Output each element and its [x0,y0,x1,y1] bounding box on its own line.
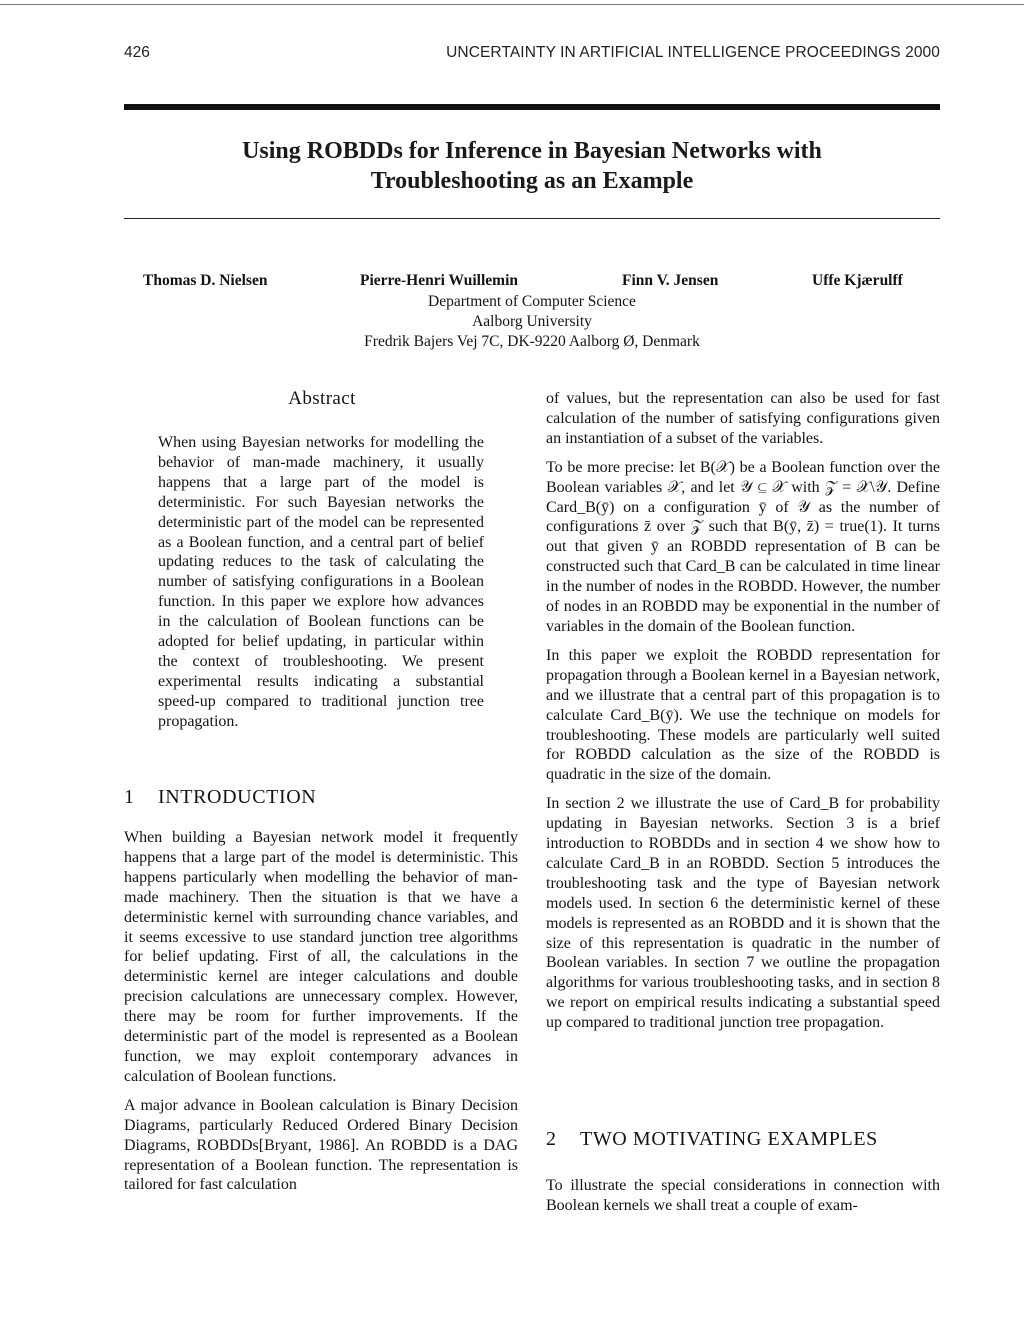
title-bottom-rule [124,218,940,219]
affiliation-department: Department of Computer Science [428,293,636,310]
section-1-body [124,828,518,1195]
section-2-number: 2 [546,1128,557,1150]
affiliation-university: Aalborg University [472,313,592,330]
top-border-rule [0,4,1024,5]
paper-title-line-2: Troubleshooting as an Example [370,168,694,194]
section-2-body [546,1176,940,1216]
section-2-title: TWO MOTIVATING EXAMPLES [580,1128,878,1150]
paper-title-line-1: Using ROBDDs for Inference in Bayesian Networks with [242,138,822,164]
section-2-paragraph-1: To illustrate the special considerations in connection with Boolean kernels we shall treat a couple of exam- [546,1177,940,1214]
section-1-title: INTRODUCTION [158,786,317,808]
journal-title: UNCERTAINTY IN ARTIFICIAL INTELLIGENCE PROCEEDINGS 2000 [446,44,940,61]
section-2-heading [546,1128,878,1151]
right-paragraph-1: To be more precise: let B(𝒳) be a Boolean function over the Boolean variables 𝒳, and let 𝒴 ⊆ 𝒳 with 𝒵 = 𝒳\𝒴. Define Card_B(ȳ) on a configuration ȳ of 𝒴 as the number of configurations z̄ over 𝒵 such that B(ȳ, z̄) = true(1). It turns out that given ȳ an ROBDD representation of B can be constructed such that Card_B can be calculated in time linear in the number of nodes in the ROBDD. However, the number of nodes in an ROBDD may be exponential in the number of variables in the domain of the Boolean function. [546,458,940,635]
author-1: Thomas D. Nielsen [143,272,268,289]
right-paragraph-0: of values, but the representation can also be used for fast calculation of the number of satisfying configurations given an instantiation of a subset of the variables. [546,390,940,447]
author-4: Uffe Kjærulff [812,272,903,289]
section-1-heading [124,786,316,809]
section-1-paragraph-1: When building a Bayesian network model it frequently happens that a large part of the model is deterministic. This happens particularly when modelling the behavior of man-made machinery. Then the situation is that we have a deterministic kernel with surrounding chance variables, and it seems excessive to use standard junction tree algorithms for belief updating. First of all, the calculations in the deterministic kernel are integer calculations and double precision calculations are unnecessary complex. However, there may be room for further improvements. If the deterministic part of the model is represented as a Boolean function, we may exploit contemporary advances in calculation of Boolean functions. [124,829,518,1085]
right-paragraph-3: In section 2 we illustrate the use of Card_B for probability updating in Bayesian networks. Section 3 is a brief introduction to ROBDDs and in section 4 we show how to calculate Card_B in an ROBDD. Section 5 introduces the troubleshooting task and the type of Bayesian network models used. In section 6 the deterministic kernel of these models is represented as an ROBDD and it is shown that the size of this representation is quadratic in the number of Boolean variables. In section 7 we outline the propagation algorithms for various troubleshooting tasks, and in section 8 we report on empirical results indicating a substantial speed up compared to traditional junction tree propagation. [546,795,940,1032]
author-2: Pierre-Henri Wuillemin [360,272,518,289]
paper-title [124,136,940,196]
right-paragraph-2: In this paper we exploit the ROBDD representation for propagation through a Boolean kernel in a Bayesian network, and we illustrate that a central part of this propagation is to calculate Card_B(ȳ). We use the technique on models for troubleshooting. These models are particularly well suited for ROBDD calculation as the size of the ROBDD is quadratic in the size of the domain. [546,646,940,784]
section-1-number: 1 [124,786,135,808]
author-3: Finn V. Jensen [622,272,719,289]
affiliation-address: Fredrik Bajers Vej 7C, DK-9220 Aalborg Ø, Denmark [364,333,700,350]
abstract-heading: Abstract [288,388,356,409]
running-header [124,44,940,68]
abstract-text: When using Bayesian networks for modelling the behavior of man-made machinery, it usually happens that a large part of the model is deterministic. For such Bayesian networks the deterministic part of the model can be represented as a Boolean function, and a central part of belief updating reduces to the task of calculating the number of satisfying configurations in a Boolean function. In this paper we explore how advances in the calculation of Boolean functions can be adopted for belief updating, in particular within the context of troubleshooting. We present experimental results indicating a substantial speed-up compared to traditional junction tree propagation. [158,434,484,730]
title-top-rule [124,104,940,110]
page-number: 426 [124,44,150,61]
right-column-body [546,389,940,1033]
abstract-body [158,433,484,732]
section-1-paragraph-2: A major advance in Boolean calculation is Binary Decision Diagrams, particularly Reduced Ordered Binary Decision Diagrams, ROBDDs[Bryant, 1986]. An ROBDD is a DAG representation of a Boolean function. The representation is tailored for fast calculation [124,1096,518,1194]
